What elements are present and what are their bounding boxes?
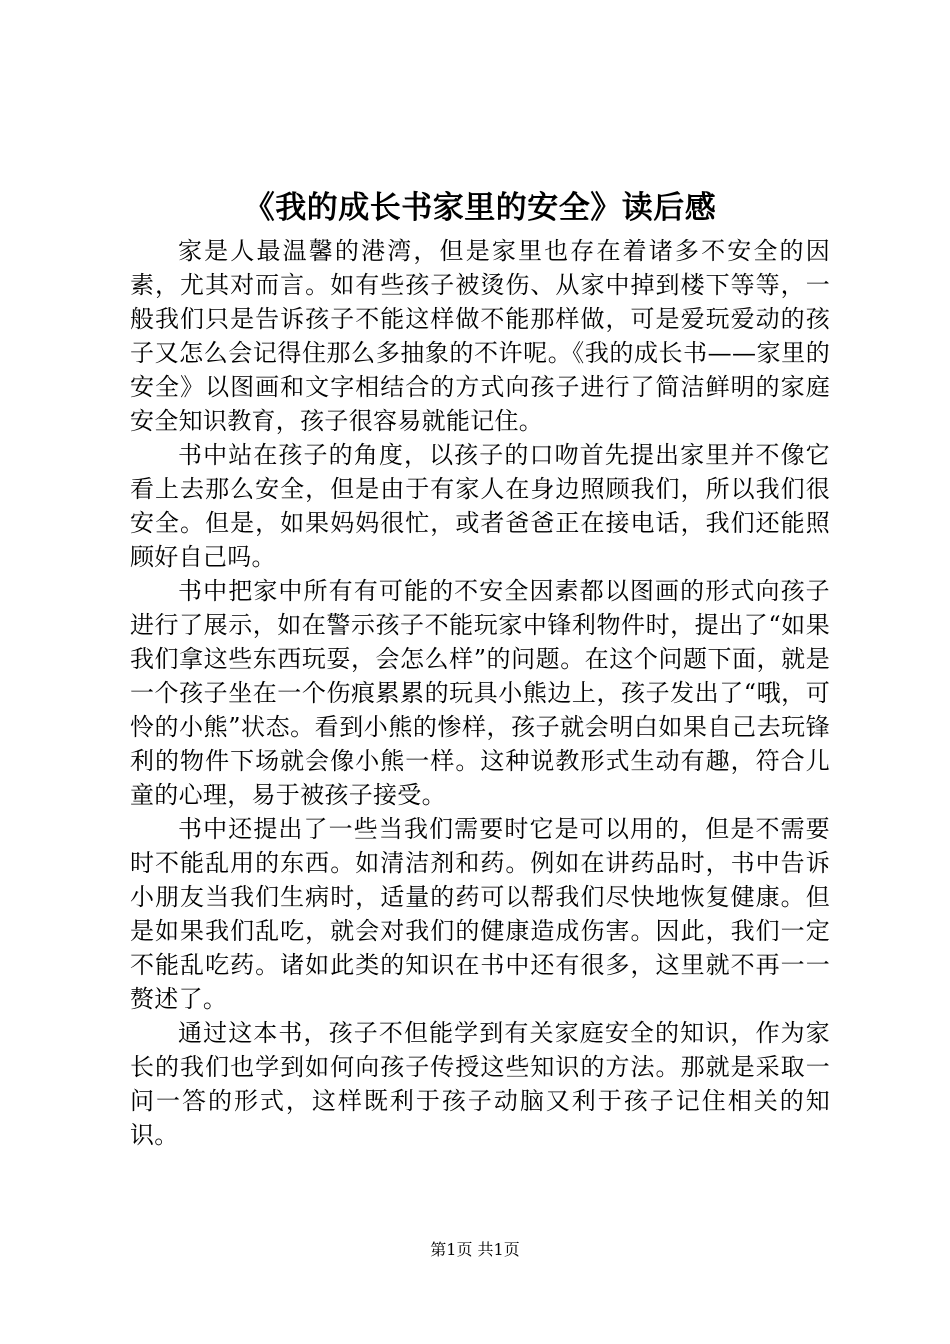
paragraph-2: 书中站在孩子的角度，以孩子的口吻首先提出家里并不像它看上去那么安全，但是由于有家人在身边照顾我们，所以我们很安全。但是，如果妈妈很忙，或者爸爸正在接电话，我们还能照顾好自己吗。 <box>130 441 830 571</box>
document-body <box>130 234 830 1152</box>
paragraph-1: 家是人最温馨的港湾，但是家里也存在着诸多不安全的因素，尤其对而言。如有些孩子被烫伤、从家中掉到楼下等等，一般我们只是告诉孩子不能这样做不能那样做，可是爱玩爱动的孩子又怎么会记得住那么多抽象的不许呢。《我的成长书——家里的安全》以图画和文字相结合的方式向孩子进行了简洁鲜明的家庭安全知识教育，孩子很容易就能记住。 <box>130 237 830 435</box>
document-title: 《我的成长书家里的安全》读后感 <box>243 190 717 226</box>
page-footer: 第1页 共1页 <box>430 1240 520 1259</box>
paragraph-5: 通过这本书，孩子不但能学到有关家庭安全的知识，作为家长的我们也学到如何向孩子传授这些知识的方法。那就是采取一问一答的形式，这样既利于孩子动脑又利于孩子记住相关的知识。 <box>130 1019 830 1149</box>
paragraph-3: 书中把家中所有有可能的不安全因素都以图画的形式向孩子进行了展示，如在警示孩子不能玩家中锋利物件时，提出了“如果我们拿这些东西玩耍，会怎么样”的问题。在这个问题下面，就是一个孩子坐在一个伤痕累累的玩具小熊边上，孩子发出了“哦，可怜的小熊”状态。看到小熊的惨样，孩子就会明白如果自己去玩锋利的物件下场就会像小熊一样。这种说教形式生动有趣，符合儿童的心理，易于被孩子接受。 <box>130 577 830 809</box>
paragraph-4: 书中还提出了一些当我们需要时它是可以用的，但是不需要时不能乱用的东西。如清洁剂和药。例如在讲药品时，书中告诉小朋友当我们生病时，适量的药可以帮我们尽快地恢复健康。但是如果我们乱吃，就会对我们的健康造成伤害。因此，我们一定不能乱吃药。诸如此类的知识在书中还有很多，这里就不再一一赘述了。 <box>130 815 830 1013</box>
